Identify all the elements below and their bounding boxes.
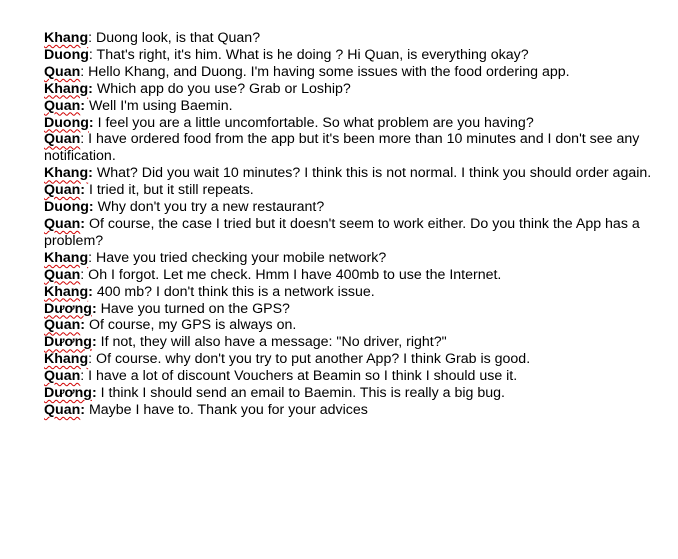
speaker-separator: : [80,317,85,334]
dialogue-line [44,115,666,132]
document-body [44,30,666,419]
speaker-separator: : [88,199,94,216]
speaker-name: Duong [44,199,89,216]
speaker-name: Khang [44,30,89,46]
speaker-separator: : [91,385,97,402]
line-text: Duong look, is that Quan? [92,30,261,46]
speaker-separator: : [88,114,94,131]
line-text: Hello Khang, and Duong. I'm having some issues with the food ordering app. [84,63,570,80]
speaker-separator: : [80,182,85,199]
dialogue-line [44,267,666,284]
speaker-separator: : [80,215,85,232]
speaker-separator: : [88,80,93,97]
dialogue-line [44,402,666,419]
dialogue-line [44,165,666,182]
speaker-name: Khang [44,165,89,182]
speaker-name: Khang [44,249,89,266]
line-text: Have you tried checking your mobile network? [92,249,387,266]
speaker-name: Quan [44,317,81,334]
line-text: Of course, my GPS is always on. [85,317,297,334]
dialogue-line [44,98,666,115]
speaker-name: Duong [44,114,89,131]
speaker-separator: : [88,283,93,300]
speaker-separator: : [80,266,85,283]
speaker-name: Dương [44,334,92,351]
line-text: I have a lot of discount Vouchers at Beamin so I think I should use it. [84,368,518,385]
line-text: 400 mb? I don't think this is a network issue. [92,283,375,300]
speaker-name: Quan [44,182,81,199]
speaker-name: Duong [44,46,89,63]
dialogue-line [44,368,666,385]
speaker-separator: : [80,131,85,148]
speaker-name: Quan [44,401,81,418]
dialogue-line [44,317,666,334]
dialogue-line [44,284,666,301]
line-text: If not, they will also have a message: "No driver, right?" [96,334,447,351]
speaker-separator: : [80,368,85,385]
dialogue-line [44,216,666,250]
dialogue-line [44,64,666,81]
speaker-separator: : [88,46,93,63]
speaker-name: Dương [44,300,92,317]
speaker-name: Quan [44,97,81,114]
line-text: I feel you are a little uncomfortable. So what problem are you having? [93,114,534,131]
speaker-separator: : [80,401,85,418]
dialogue-line [44,334,666,351]
speaker-name: Quan [44,63,81,80]
dialogue-line [44,81,666,98]
line-text: Which app do you use? Grab or Loship? [92,80,351,97]
dialogue-line [44,47,666,64]
line-text: Why don't you try a new restaurant? [93,199,325,216]
dialogue-line [44,301,666,318]
line-text: Of course, the case I tried but it doesn't seem to work either. Do you think the App has a problem? [44,215,640,249]
speaker-name: Khang [44,351,89,368]
dialogue-line [44,131,666,165]
speaker-name: Quan [44,368,81,385]
line-text: Oh I forgot. Let me check. Hmm I have 400mb to use the Internet. [84,266,502,283]
dialogue-line [44,385,666,402]
dialogue-line [44,199,666,216]
line-text: I tried it, but it still repeats. [85,182,254,199]
line-text: Of course. why don't you try to put another App? I think Grab is good. [92,351,531,368]
line-text: That's right, it's him. What is he doing ? Hi Quan, is everything okay? [92,46,529,63]
speaker-name: Dương [44,385,92,402]
speaker-name: Quan [44,266,81,283]
speaker-name: Khang [44,283,89,300]
speaker-separator: : [88,165,93,182]
dialogue-line [44,30,666,47]
speaker-name: Khang [44,80,89,97]
speaker-separator: : [88,30,93,46]
dialogue-line [44,351,666,368]
dialogue-line [44,182,666,199]
line-text: Maybe I have to. Thank you for your advices [85,401,368,418]
speaker-separator: : [91,334,97,351]
speaker-name: Quan [44,215,81,232]
line-text: Have you turned on the GPS? [96,300,290,317]
speaker-separator: : [80,97,85,114]
speaker-separator: : [91,300,97,317]
line-text: What? Did you wait 10 minutes? I think this is not normal. I think you should order again. [92,165,652,182]
speaker-name: Quan [44,131,81,148]
speaker-separator: : [80,63,85,80]
line-text: I have ordered food from the app but it's been more than 10 minutes and I don't see any notification. [44,131,640,165]
speaker-separator: : [88,249,93,266]
line-text: Well I'm using Baemin. [85,97,233,114]
speaker-separator: : [88,351,93,368]
line-text: I think I should send an email to Baemin. This is really a big bug. [96,385,505,402]
dialogue-line [44,250,666,267]
